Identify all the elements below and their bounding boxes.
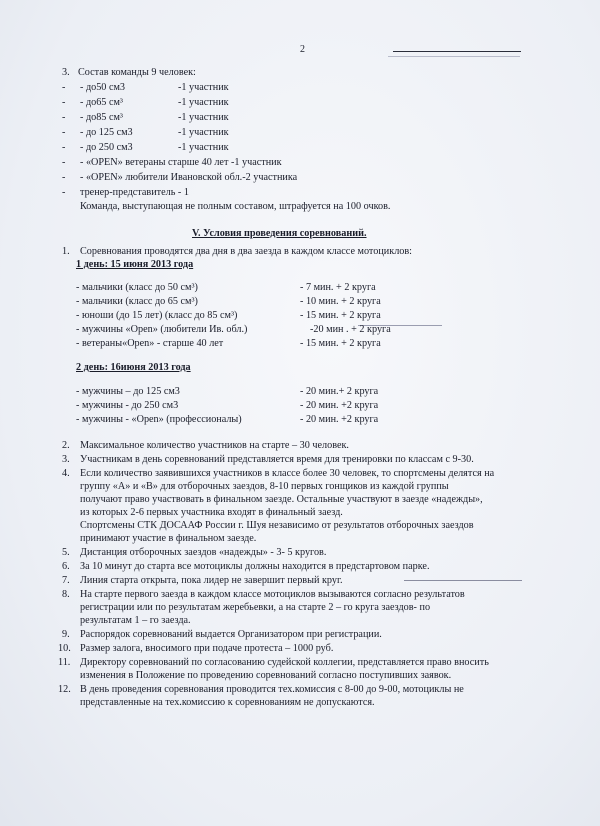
item-line: представленные на тех.комиссию к соревнованиям не допускаются. <box>80 697 375 708</box>
list-dash: - <box>62 157 66 168</box>
schedule-value: - 7 мин. + 2 круга <box>300 282 376 293</box>
item-line: Линия старта открыта, пока лидер не завершит первый круг. <box>80 575 343 586</box>
item-number: 5. <box>62 547 70 558</box>
schedule-value: - 20 мин. +2 круга <box>300 414 379 425</box>
item-number: 11. <box>58 657 71 668</box>
class-label: - до 125 см3 <box>80 127 133 138</box>
list-dash: - <box>62 97 66 108</box>
item-line: За 10 минут до старта все мотоциклы должны находится в предстартовом парке. <box>80 561 430 572</box>
class-count: -1 участник <box>178 97 229 108</box>
class-label: - до85 см³ <box>80 112 123 123</box>
item-line: принимают участие в финальном заезде. <box>80 533 257 544</box>
item-number: 3. <box>62 454 70 465</box>
list-dash: - <box>62 82 66 93</box>
item-line: Размер залога, вносимого при подаче протеста – 1000 руб. <box>80 643 334 654</box>
item-line: получают право участвовать в финальном заезде. Остальные участвуют в заезде «надежды», <box>80 494 483 505</box>
item-line: Директору соревнований по согласованию судейской коллегии, представляется право вносить <box>80 657 489 668</box>
list-dash: - <box>62 172 66 183</box>
section3-number: 3. <box>62 67 70 78</box>
item-number: 7. <box>62 575 70 586</box>
item-line: изменения в Положение по проведению соревнований согласно поступивших заявок. <box>80 670 452 681</box>
bleed-through-rule <box>388 56 520 57</box>
item-line: Участникам в день соревнований представляется время для тренировки по классам с 9-30. <box>80 454 474 465</box>
class-count: -1 участник <box>178 127 229 138</box>
item-line: Если количество заявившихся участников в классе более 30 человек, то спортсмены делятся на <box>80 468 495 479</box>
class-label: - до50 см3 <box>80 82 126 93</box>
list-dash: - <box>62 142 66 153</box>
section-heading: V. Условия проведения соревнований. <box>192 228 367 239</box>
schedule-value: -20 мин . + 2 круга <box>310 324 391 335</box>
schedule-value: - 20 мин.+ 2 круга <box>300 386 379 397</box>
item-line: В день проведения соревнования проводится тех.комиссия с 8-00 до 9-00, мотоциклы не <box>80 684 464 695</box>
item-number: 6. <box>62 561 70 572</box>
schedule-value: - 20 мин. +2 круга <box>300 400 379 411</box>
item-number: 10. <box>58 643 71 654</box>
item-line: Дистанция отборочных заездов «надежды» - 3- 5 кругов. <box>80 547 327 558</box>
schedule-label: - мужчины – до 125 см3 <box>76 386 180 397</box>
item-line: Спортсмены СТК ДОСААФ России г. Шуя независимо от результатов отборочных заездов <box>80 520 474 531</box>
item-line: регистрации или по результатам жеребьевки, а на старте 2 – го круга заездов- по <box>80 602 431 613</box>
schedule-value: - 15 мин. + 2 круга <box>300 310 381 321</box>
page-number: 2 <box>300 44 305 55</box>
item-number: 12. <box>58 684 71 695</box>
schedule-label: - мужчины «Open» (любители Ив. обл.) <box>76 324 248 335</box>
item-line: группу «А» и «В» для отборочных заездов, 8-10 первых гонщиков из каждой группы <box>80 481 449 492</box>
class-label: - до65 см³ <box>80 97 123 108</box>
item-line: На старте первого заезда в каждом классе мотоциклов вызываются согласно результатов <box>80 589 465 600</box>
item-line: результатам 1 – го заезда. <box>80 615 191 626</box>
item-line: из которых 2-6 первых участника входят в финальный заезд. <box>80 507 343 518</box>
item-number: 1. <box>62 246 70 257</box>
open-amateurs-line: - «OPEN» любители Ивановской обл.-2 участника <box>80 172 298 183</box>
list-dash: - <box>62 112 66 123</box>
item-number: 9. <box>62 629 70 640</box>
item-line: Максимальное количество участников на старте – 30 человек. <box>80 440 349 451</box>
item-line: Распорядок соревнований выдается Организатором при регистрации. <box>80 629 382 640</box>
schedule-label: - мужчины - до 250 см3 <box>76 400 179 411</box>
list-dash: - <box>62 127 66 138</box>
schedule-value: - 15 мин. + 2 круга <box>300 338 381 349</box>
schedule-label: - мальчики (класс до 65 см³) <box>76 296 198 307</box>
open-veterans-line: - «OPEN» ветераны старше 40 лет -1 участник <box>80 157 282 168</box>
schedule-label: - ветераны«Open» - старше 40 лет <box>76 338 224 349</box>
schedule-value: - 10 мин. + 2 круга <box>300 296 381 307</box>
list-dash: - <box>62 187 66 198</box>
day1-heading: 1 день: 15 июня 2013 года <box>76 259 194 270</box>
penalty-line: Команда, выступающая не полным составом, штрафуется на 100 очков. <box>80 201 391 212</box>
class-label: - до 250 см3 <box>80 142 133 153</box>
coach-line: тренер-представитель - 1 <box>80 187 189 198</box>
item-number: 4. <box>62 468 70 479</box>
class-count: -1 участник <box>178 142 229 153</box>
schedule-label: - юноши (до 15 лет) (класс до 85 см³) <box>76 310 238 321</box>
section3-title: Состав команды 9 человек: <box>78 67 196 78</box>
class-count: -1 участник <box>178 112 229 123</box>
schedule-label: - мальчики (класс до 50 см³) <box>76 282 198 293</box>
item-number: 2. <box>62 440 70 451</box>
bleed-through-rule <box>404 580 522 581</box>
header-rule <box>393 51 521 52</box>
schedule-label: - мужчины - «Open» (профессионалы) <box>76 414 242 425</box>
item-number: 8. <box>62 589 70 600</box>
item-text: Соревнования проводятся два дня в два заезда в каждом классе мотоциклов: <box>80 246 413 257</box>
day2-heading: 2 день: 16июня 2013 года <box>76 362 191 373</box>
class-count: -1 участник <box>178 82 229 93</box>
